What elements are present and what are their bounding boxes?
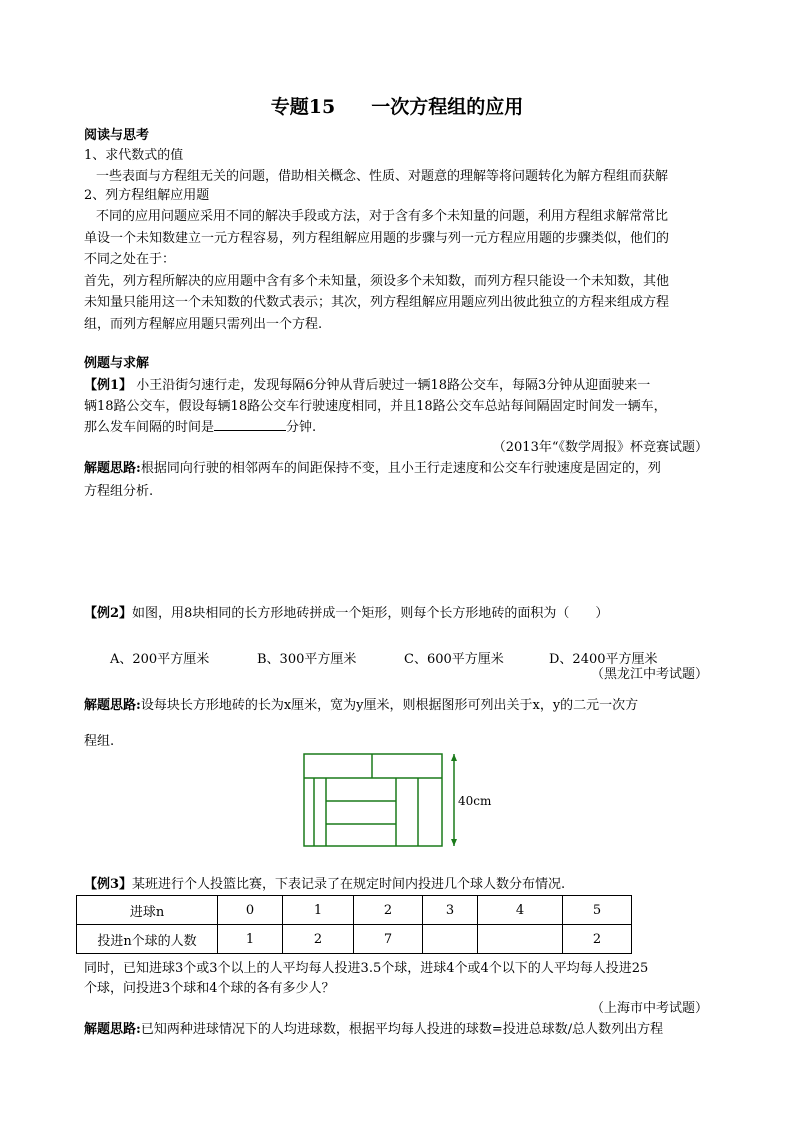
example2-question — [84, 605, 608, 623]
table-cell: 7 — [354, 925, 423, 954]
example2-question-text: 如图，用8块相同的长方形地砖拼成一个矩形，则每个长方形地砖的面积为（ ） — [132, 606, 609, 621]
example1-label: 【例1】 — [84, 378, 133, 393]
table-cell: 2 — [283, 925, 354, 954]
example1-line3-suffix: 分钟. — [286, 420, 317, 435]
section-heading-reading: 阅读与思考 — [84, 128, 150, 143]
table-cell: 进球n — [77, 896, 218, 925]
example1-line2: 辆18路公交车，假设每辆18路公交车行驶速度相同，并且18路公交车总站每间隔固定时间发一辆车， — [84, 399, 667, 414]
example1-hint-text: 根据同向行驶的相邻两车的间距保持不变，且小王行走速度和公交车行驶速度是固定的，列 — [140, 461, 661, 476]
table-cell — [478, 925, 563, 954]
table-cell — [423, 925, 478, 954]
example2-hint-label: 解题思路: — [84, 698, 141, 713]
reading-item1-text: 一些表面与方程组无关的问题，借助相关概念、性质、对题意的理解等将问题转化为解方程组而获解 — [96, 169, 669, 184]
example3-question — [84, 876, 565, 894]
table-cell: 0 — [218, 896, 283, 925]
page-title — [0, 92, 794, 119]
example3-after-line2: 个球，问投进3个球和4个球的各有多少人？ — [84, 981, 335, 996]
example3-hint-label: 解题思路: — [84, 1022, 141, 1037]
table-cell: 1 — [283, 896, 354, 925]
example3-question-text: 某班进行个人投篮比赛，下表记录了在规定时间内投进几个球人数分布情况. — [132, 877, 566, 892]
example2-source: （黑龙江中考试题） — [590, 667, 708, 682]
reading-item1-title: 1、求代数式的值 — [84, 148, 184, 163]
example1-hint-line2: 方程组分析. — [84, 484, 154, 499]
example3-source: （上海市中考试题） — [590, 1001, 708, 1016]
example3-hint-text: 已知两种进球情况下的人均进球数，根据平均每人投进的球数=投进总球数/总人数列出方程 — [140, 1022, 664, 1037]
tiling-figure — [300, 750, 500, 850]
table-row-counts — [77, 925, 632, 954]
dimension-arrow-top — [451, 754, 457, 761]
example1-line3-prefix: 那么发车间隔的时间是 — [84, 420, 215, 435]
table-cell: 投进n个球的人数 — [77, 925, 218, 954]
outer-rectangle — [304, 754, 442, 846]
example1-hint-label: 解题思路: — [84, 461, 141, 476]
table-cell: 3 — [423, 896, 478, 925]
score-distribution-table — [76, 895, 632, 954]
section-heading-examples: 例题与求解 — [84, 356, 150, 371]
example1-line1 — [84, 377, 650, 395]
title-topic-number: 专题15 — [270, 96, 336, 118]
example2-hint-line2: 程组. — [84, 734, 115, 749]
reading-paragraph2-line2: 未知量只能用这一个未知数的代数式表示；其次，列方程组解应用题应列出彼此独立的方程来组成方程 — [84, 295, 670, 310]
example2-label: 【例2】 — [84, 606, 133, 621]
table-cell: 4 — [478, 896, 563, 925]
example1-hint-line1 — [84, 460, 661, 478]
title-topic-name: 一次方程组的应用 — [371, 96, 524, 118]
table-row-goals — [77, 896, 632, 925]
table-cell: 2 — [563, 925, 632, 954]
reading-paragraph1-line1: 不同的应用问题应采用不同的解决手段或方法，对于含有多个未知量的问题，利用方程组求解常常比 — [96, 209, 669, 224]
table-cell: 2 — [354, 896, 423, 925]
reading-paragraph2-line3: 组，而列方程解应用题只需列出一个方程. — [84, 317, 323, 332]
dimension-arrow-bottom — [451, 839, 457, 846]
example3-hint-line1 — [84, 1021, 663, 1039]
table-cell: 5 — [563, 896, 632, 925]
answer-blank — [214, 418, 286, 431]
example3-after-line1: 同时，已知进球3个或3个以上的人平均每人投进3.5个球，进球4个或4个以下的人平均每人投进25 — [84, 961, 649, 976]
example2-choice-a: A、200平方厘米 — [110, 652, 210, 667]
example2-choice-b: B、300平方厘米 — [257, 652, 357, 667]
reading-paragraph1-line3: 不同之处在于： — [84, 252, 176, 267]
example1-source: （2013年“《数学周报》杯竞赛试题） — [492, 440, 708, 455]
reading-item2-title: 2、列方程组解应用题 — [84, 188, 210, 203]
example2-choice-c: C、600平方厘米 — [404, 652, 504, 667]
reading-paragraph2-line1: 首先，列方程所解决的应用题中含有多个未知量，须设多个未知数，而列方程只能设一个未知数，其他 — [84, 274, 670, 289]
example3-label: 【例3】 — [84, 877, 133, 892]
dimension-label: 40cm — [458, 794, 492, 808]
example2-hint-text: 设每块长方形地砖的长为x厘米，宽为y厘米，则根据图形可列出关于x，y的二元一次方 — [140, 698, 639, 713]
table-cell: 1 — [218, 925, 283, 954]
example1-text-line1: 小王沿街匀速行走，发现每隔6分钟从背后驶过一辆18路公交车，每隔3分钟从迎面驶来一 — [136, 378, 651, 393]
example2-hint-line1 — [84, 697, 638, 715]
example2-choice-d: D、2400平方厘米 — [549, 652, 658, 667]
example1-line3 — [84, 418, 316, 437]
reading-paragraph1-line2: 单设一个未知数建立一元方程容易，列方程组解应用题的步骤与列一元方程应用题的步骤类似，他们的 — [84, 231, 670, 246]
